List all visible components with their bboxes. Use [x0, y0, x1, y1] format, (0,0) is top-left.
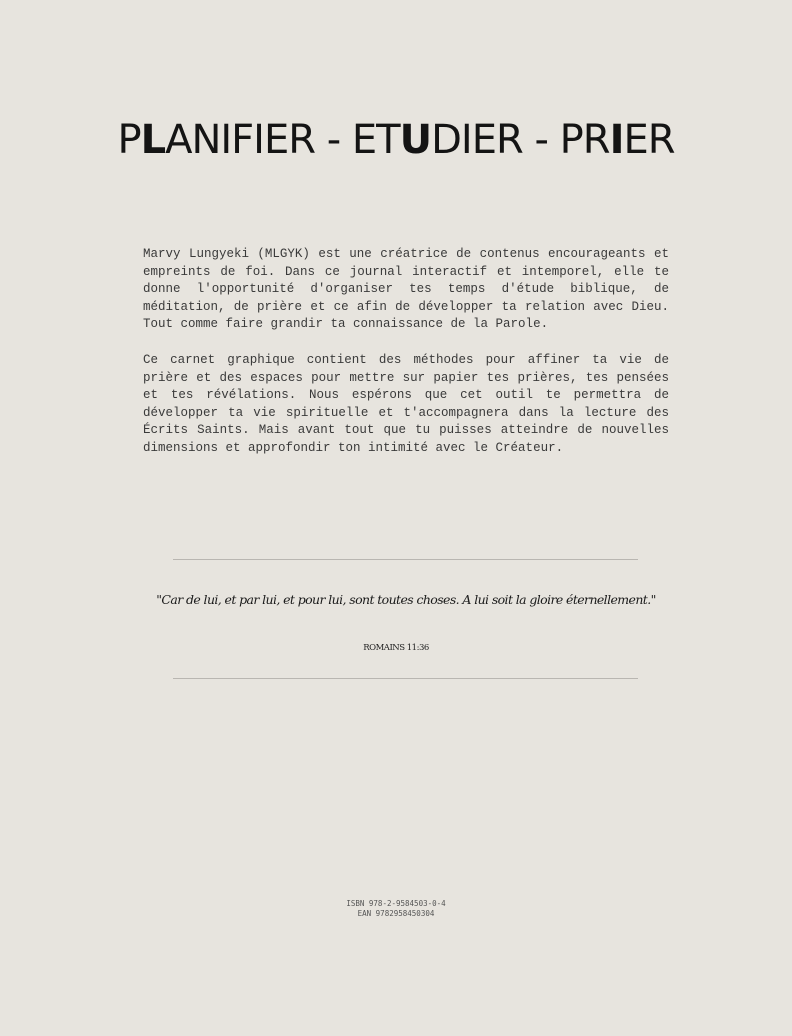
intro-paragraph: Ce carnet graphique contient des méthodes pour affiner ta vie de prière et des espaces pour mettre sur papier tes prières, tes pensées et tes révélations. Nous espérons que cet outil te permettra de développer ta vie spirituelle et t'accompagnera dans la lecture des Écrits Saints. Mais avant tout que tu puisses atteindre de nouvelles dimensions et approfondir ton intimité avec le Créateur. — [143, 352, 669, 455]
title-part: DIER - PR — [431, 117, 610, 163]
quote-reference: ROMAINS 11:36 — [363, 643, 429, 653]
page-title — [0, 112, 792, 168]
title-part-bold: U — [399, 117, 432, 163]
intro-text — [143, 246, 669, 476]
title-part: ANIFIER - ET — [165, 117, 400, 163]
intro-paragraph: Marvy Lungyeki (MLGYK) est une créatrice de contenus encourageants et empreints de foi. Dans ce journal interactif et intemporel, elle te donne l'opportunité d'organiser tes temps d'étude biblique, de méditation, de prière et ce afin de développer ta relation avec Dieu. Tout comme faire grandir ta connaissance de la Parole. — [143, 247, 669, 332]
title-part-bold: L — [140, 117, 166, 163]
isbn-code: ISBN 978-2-9584503-0-4 — [346, 899, 446, 908]
title-part: ER — [623, 117, 675, 163]
bible-quote: "Car de lui, et par lui, et pour lui, sont toutes choses. A lui soit la gloire éternellement." — [156, 592, 656, 607]
ean-code: EAN 9782958450304 — [357, 909, 435, 918]
divider-top — [173, 559, 638, 560]
book-codes — [0, 899, 792, 919]
divider-bottom — [173, 678, 638, 679]
title-part-bold: I — [609, 117, 624, 163]
title-part: P — [117, 117, 141, 163]
